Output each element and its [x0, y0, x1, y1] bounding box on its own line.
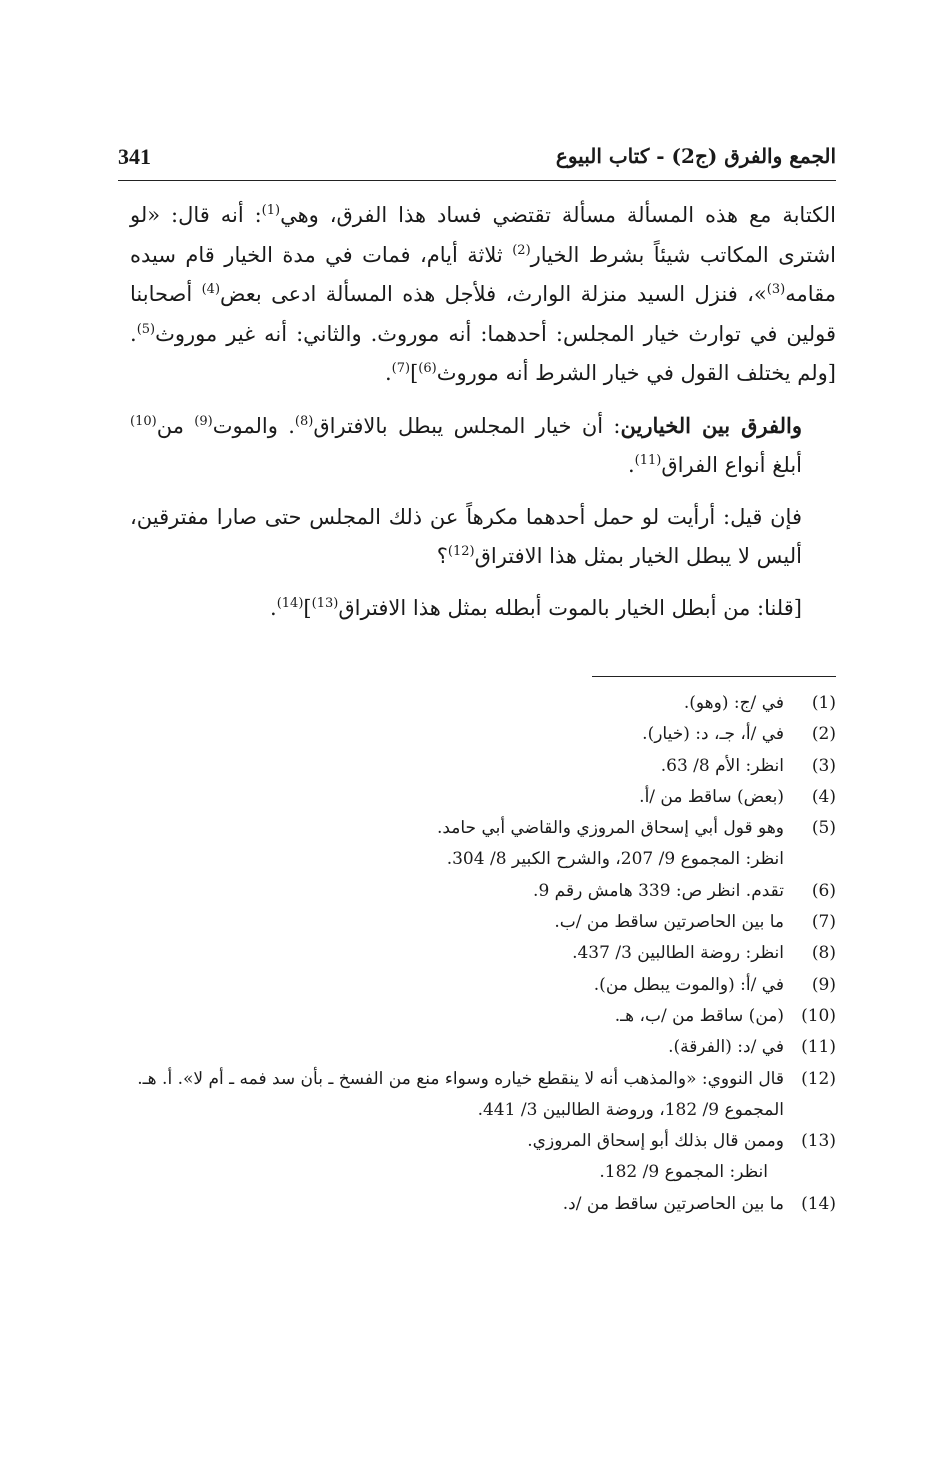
text-run: أصحابنا قولين في توارث خيار المجلس: أحدهما: أنه موروث. والثاني: أنه غير موروث — [130, 282, 836, 346]
paragraph-3 — [130, 498, 836, 577]
footnote-line: ما بين الحاصرتين ساقط من /ب. — [554, 912, 784, 933]
footnote-text — [118, 719, 784, 750]
footnote-number: (11) — [801, 1037, 836, 1058]
footnote-ref-11: (11) — [634, 453, 662, 468]
footnote — [118, 970, 836, 1001]
footnote-ref-14: (14) — [276, 595, 304, 611]
footnote-ref-2: (2) — [512, 242, 531, 258]
footnote-number: (2) — [811, 724, 836, 745]
footnote — [118, 688, 836, 719]
footnote — [118, 813, 836, 876]
footnote-number: (14) — [801, 1193, 836, 1214]
footnote — [118, 876, 836, 907]
footnote-number: (3) — [811, 755, 836, 776]
footnote-ref-8: (8) — [294, 413, 314, 429]
footnote-ref-13: (13) — [311, 595, 339, 611]
footnote-line: في /أ: (والموت يبطل من). — [593, 974, 784, 995]
main-text — [130, 196, 836, 640]
text-run: الكتابة مع هذه المسألة مسألة تقتضي فساد هذا الفرق، وهي — [280, 203, 836, 227]
footnote-text — [118, 751, 784, 782]
footnote — [118, 1126, 836, 1189]
footnote-text — [118, 688, 784, 719]
page-header — [118, 140, 836, 181]
footnote-separator — [592, 676, 836, 677]
footnote-line: ما بين الحاصرتين ساقط من /د. — [562, 1193, 784, 1214]
paragraph-2 — [130, 406, 836, 486]
footnote-text — [118, 970, 784, 1001]
footnote-line: في /ج: (وهو). — [683, 693, 784, 713]
footnote-ref-4: (4) — [201, 282, 221, 297]
footnote-line: تقدم. انظر ص: 339 هامش رقم 9. — [533, 880, 784, 901]
footnote — [118, 751, 836, 782]
footnote-number: (6) — [811, 880, 836, 901]
text-run: : أن خيار المجلس يبطل بالافتراق — [313, 413, 621, 438]
footnote — [118, 1189, 836, 1220]
footnote-ref-6: (6) — [418, 361, 437, 376]
text-run: ؟ — [436, 544, 448, 568]
footnote-line: انظر: روضة الطالبين 3/ 437. — [572, 943, 784, 964]
footnote-text — [118, 782, 784, 813]
footnote-line: انظر: الأم 8/ 63. — [660, 755, 784, 776]
text-run: . — [627, 453, 635, 477]
footnote — [118, 1001, 836, 1032]
footnote-number: (7) — [811, 912, 836, 933]
footnote-line: في /د: (الفرقة). — [668, 1037, 784, 1058]
footnote-number: (10) — [801, 1005, 836, 1026]
footnote-ref-7: (7) — [391, 361, 411, 376]
footnote-number: (1) — [811, 693, 836, 713]
footnote-number: (4) — [811, 786, 836, 807]
footnote — [118, 1032, 836, 1063]
footnote-ref-5: (5) — [136, 321, 156, 337]
footnote — [118, 782, 836, 813]
text-run: [قلنا: من أبطل الخيار بالموت أبطله بمثل هذا الافتراق — [338, 595, 802, 620]
text-run: : أنه قال: «لو اشترى المكاتب شيئاً بشرط الخيار — [130, 203, 837, 267]
page-number: 341 — [118, 144, 151, 169]
footnote-number: (12) — [801, 1068, 836, 1089]
footnote — [118, 719, 836, 750]
footnote — [118, 938, 836, 969]
text-run: ثلاثة أيام، فمات في مدة الخيار قام سيده مقامه — [130, 242, 836, 306]
text-run: فإن قيل: أرأيت لو حمل أحدهما مكرهاً عن ذلك المجلس حتى صارا مفترقين، أليس لا يبطل الخيار بمثل هذا الافتراق — [130, 504, 802, 568]
footnote-ref-1: (1) — [261, 203, 281, 218]
text-run: ] — [410, 361, 419, 385]
footnote-line: قال النووي: «والمذهب أنه لا ينقطع خياره وسواء منع من الفسخ ـ بأن سد فمه ـ أم لا». أ. هـ. — [137, 1068, 784, 1089]
paragraph-1 — [130, 196, 836, 394]
footnote-number: (9) — [811, 974, 836, 995]
footnote-text — [118, 907, 784, 938]
text-run: . — [270, 595, 277, 620]
footnote-ref-10: (10) — [130, 413, 157, 429]
text-run: أبلغ أنواع الفراق — [661, 453, 802, 477]
footnote-line: وهو قول أبي إسحاق المروزي والقاضي أبي حامد. — [436, 818, 784, 839]
footnote-number: (8) — [811, 943, 836, 964]
section-heading: والفرق بين الخيارين — [620, 412, 802, 438]
footnote-text — [118, 1001, 784, 1032]
footnote-line: (من) ساقط من /ب، هـ. — [614, 1005, 784, 1026]
footnote-text — [118, 1064, 784, 1127]
footnote-number: (13) — [801, 1131, 836, 1152]
footnote-line: (بعض) ساقط من /أ. — [639, 786, 784, 807]
text-run: »، فنزل السيد منزلة الوارث، فلأجل هذه المسألة ادعى بعض — [220, 282, 767, 306]
footnote-line: المجموع 9/ 182، وروضة الطالبين 3/ 441. — [477, 1099, 784, 1120]
text-run: من — [156, 413, 195, 438]
footnote-text — [118, 876, 784, 907]
footnote-number: (5) — [811, 818, 836, 839]
paragraph-4 — [130, 589, 836, 629]
footnote — [118, 907, 836, 938]
footnote-line: في /أ، جـ، د: (خيار). — [642, 724, 784, 745]
footnote-line: وممن قال بذلك أبو إسحاق المروزي. — [527, 1131, 784, 1152]
running-title: الجمع والفرق (ج2) - كتاب البيوع — [555, 144, 836, 168]
footnote-text — [118, 1126, 784, 1189]
text-run: ] — [303, 595, 312, 620]
footnote-line: انظر: المجموع 9/ 207، والشرح الكبير 8/ 304. — [446, 849, 784, 870]
footnote-ref-3: (3) — [766, 282, 786, 297]
footnote-text — [118, 1189, 784, 1220]
footnote-text — [118, 1032, 784, 1063]
footnote-ref-12: (12) — [447, 544, 475, 559]
text-run: . والموت — [212, 413, 295, 438]
text-run: . [ولم يختلف القول في خيار الشرط أنه موروث — [130, 321, 836, 385]
footnote-ref-9: (9) — [194, 413, 213, 429]
footnotes — [118, 688, 836, 1220]
footnote-text — [118, 938, 784, 969]
footnote-line: انظر: المجموع 9/ 182. — [599, 1162, 768, 1183]
footnote — [118, 1064, 836, 1127]
footnote-text — [118, 813, 784, 876]
text-run: . — [384, 361, 392, 385]
